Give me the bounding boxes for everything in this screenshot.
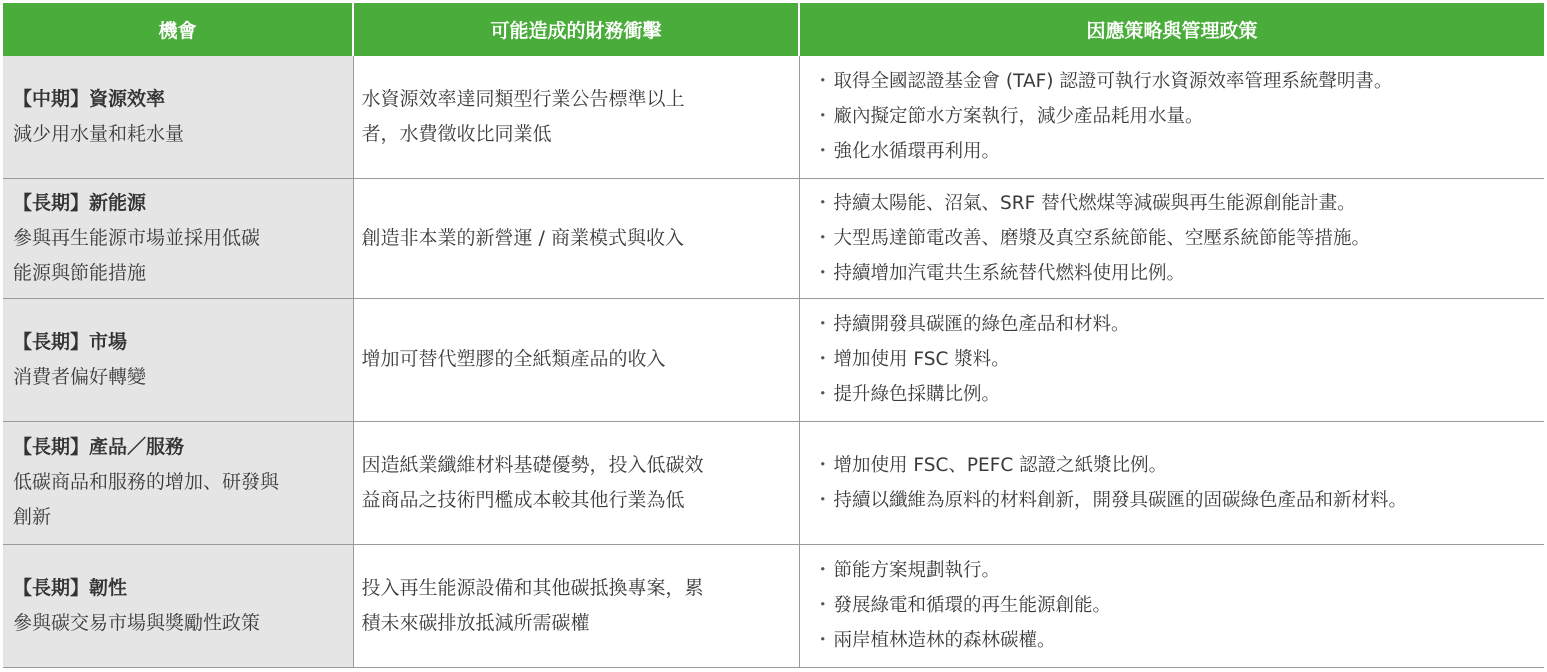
opportunity-title: 【長期】韌性 [13,576,128,599]
bullet-icon: ・ [813,349,833,370]
table-row [3,298,1544,421]
strategy-item: ・提升綠色採購比例。 [814,377,1543,412]
bullet-icon: ・ [813,71,833,93]
bullet-icon: ・ [813,106,833,128]
strategy-item: ・兩岸植林造林的森林碳權。 [814,623,1543,658]
opportunity-desc: 能源與節能措施 [13,261,147,284]
table-row [3,56,1544,178]
opportunity-desc: 參與碳交易市場與獎勵性政策 [13,611,261,634]
impact-cell [353,544,799,667]
bullet-icon: ・ [813,489,833,511]
opportunity-desc: 低碳商品和服務的增加、研發與 [13,471,280,493]
opportunity-cell [3,56,353,178]
strategy-list [814,186,1543,291]
strategy-cell [799,178,1544,298]
opportunity-table [3,3,1544,668]
impact-cell [353,56,799,178]
opportunity-cell [3,544,353,667]
table-row [3,544,1544,667]
table-header-row [3,3,1544,56]
strategy-list [814,553,1543,658]
strategy-item: ・發展綠電和循環的再生能源創能。 [814,588,1543,623]
impact-line: 積未來碳排放抵減所需碳權 [361,611,590,634]
opportunity-cell [3,178,353,298]
opportunity-desc: 創新 [13,506,52,528]
bullet-icon: ・ [813,384,833,405]
strategy-item: ・持續太陽能、沼氣、SRF 替代燃煤等減碳與再生能源創能計畫。 [814,186,1543,221]
strategy-item: ・廠內擬定節水方案執行，減少產品耗用水量。 [814,99,1543,134]
opportunity-cell [3,298,353,421]
opportunity-title: 【長期】產品／服務 [13,436,185,458]
bullet-icon: ・ [813,192,833,214]
opportunity-title: 【長期】市場 [13,330,128,353]
bullet-icon: ・ [813,227,833,249]
strategy-item: ・持續增加汽電共生系統替代燃料使用比例。 [814,256,1543,291]
strategy-item: ・取得全國認證基金會 (TAF) 認證可執行水資源效率管理系統聲明書。 [814,64,1543,99]
opportunity-desc: 參與再生能源市場並採用低碳 [13,226,261,249]
opportunity-desc: 減少用水量和耗水量 [13,122,185,145]
bullet-icon: ・ [813,560,833,581]
impact-cell [353,421,799,544]
opportunity-title: 【長期】新能源 [13,191,147,214]
impact-cell [353,178,799,298]
impact-line: 水資源效率達同類型行業公告標準以上 [361,87,685,110]
impact-line: 益商品之技術門檻成本較其他行業為低 [361,488,685,511]
strategy-cell [799,56,1544,178]
bullet-icon: ・ [813,454,833,476]
bullet-icon: ・ [813,262,833,284]
strategy-item: ・強化水循環再利用。 [814,134,1543,169]
impact-line: 投入再生能源設備和其他碳抵換專案，累 [361,576,704,599]
bullet-icon: ・ [813,141,833,163]
strategy-item: ・持續以纖維為原料的材料創新，開發具碳匯的固碳綠色產品和新材料。 [814,483,1543,518]
strategy-item: ・大型馬達節電改善、磨漿及真空系統節能、空壓系統節能等措施。 [814,221,1543,256]
impact-cell [353,298,799,421]
impact-line: 者，水費徵收比同業低 [361,122,552,145]
strategy-cell [799,298,1544,421]
impact-line: 創造非本業的新營運 / 商業模式與收入 [361,226,684,249]
bullet-icon: ・ [813,314,833,335]
impact-line: 增加可替代塑膠的全紙類產品的收入 [361,348,666,370]
strategy-item: ・持續開發具碳匯的綠色產品和材料。 [814,307,1543,342]
strategy-list [814,64,1543,169]
table-row [3,178,1544,298]
header-strategy: 因應策略與管理政策 [799,3,1544,56]
strategy-cell [799,421,1544,544]
strategy-item: ・節能方案規劃執行。 [814,553,1543,588]
bullet-icon: ・ [813,630,833,651]
opportunity-desc: 消費者偏好轉變 [13,365,147,388]
strategy-list [814,307,1543,412]
opportunity-title: 【中期】資源效率 [13,87,166,110]
impact-line: 因造紙業纖維材料基礎優勢，投入低碳效 [361,453,704,476]
bullet-icon: ・ [813,595,833,616]
strategy-item: ・增加使用 FSC 漿料。 [814,342,1543,377]
strategy-item: ・增加使用 FSC、PEFC 認證之紙漿比例。 [814,448,1543,483]
header-opportunity: 機會 [3,3,353,56]
strategy-list [814,448,1543,518]
header-financial-impact: 可能造成的財務衝擊 [353,3,799,56]
strategy-cell [799,544,1544,667]
opportunity-cell [3,421,353,544]
table-row [3,421,1544,544]
